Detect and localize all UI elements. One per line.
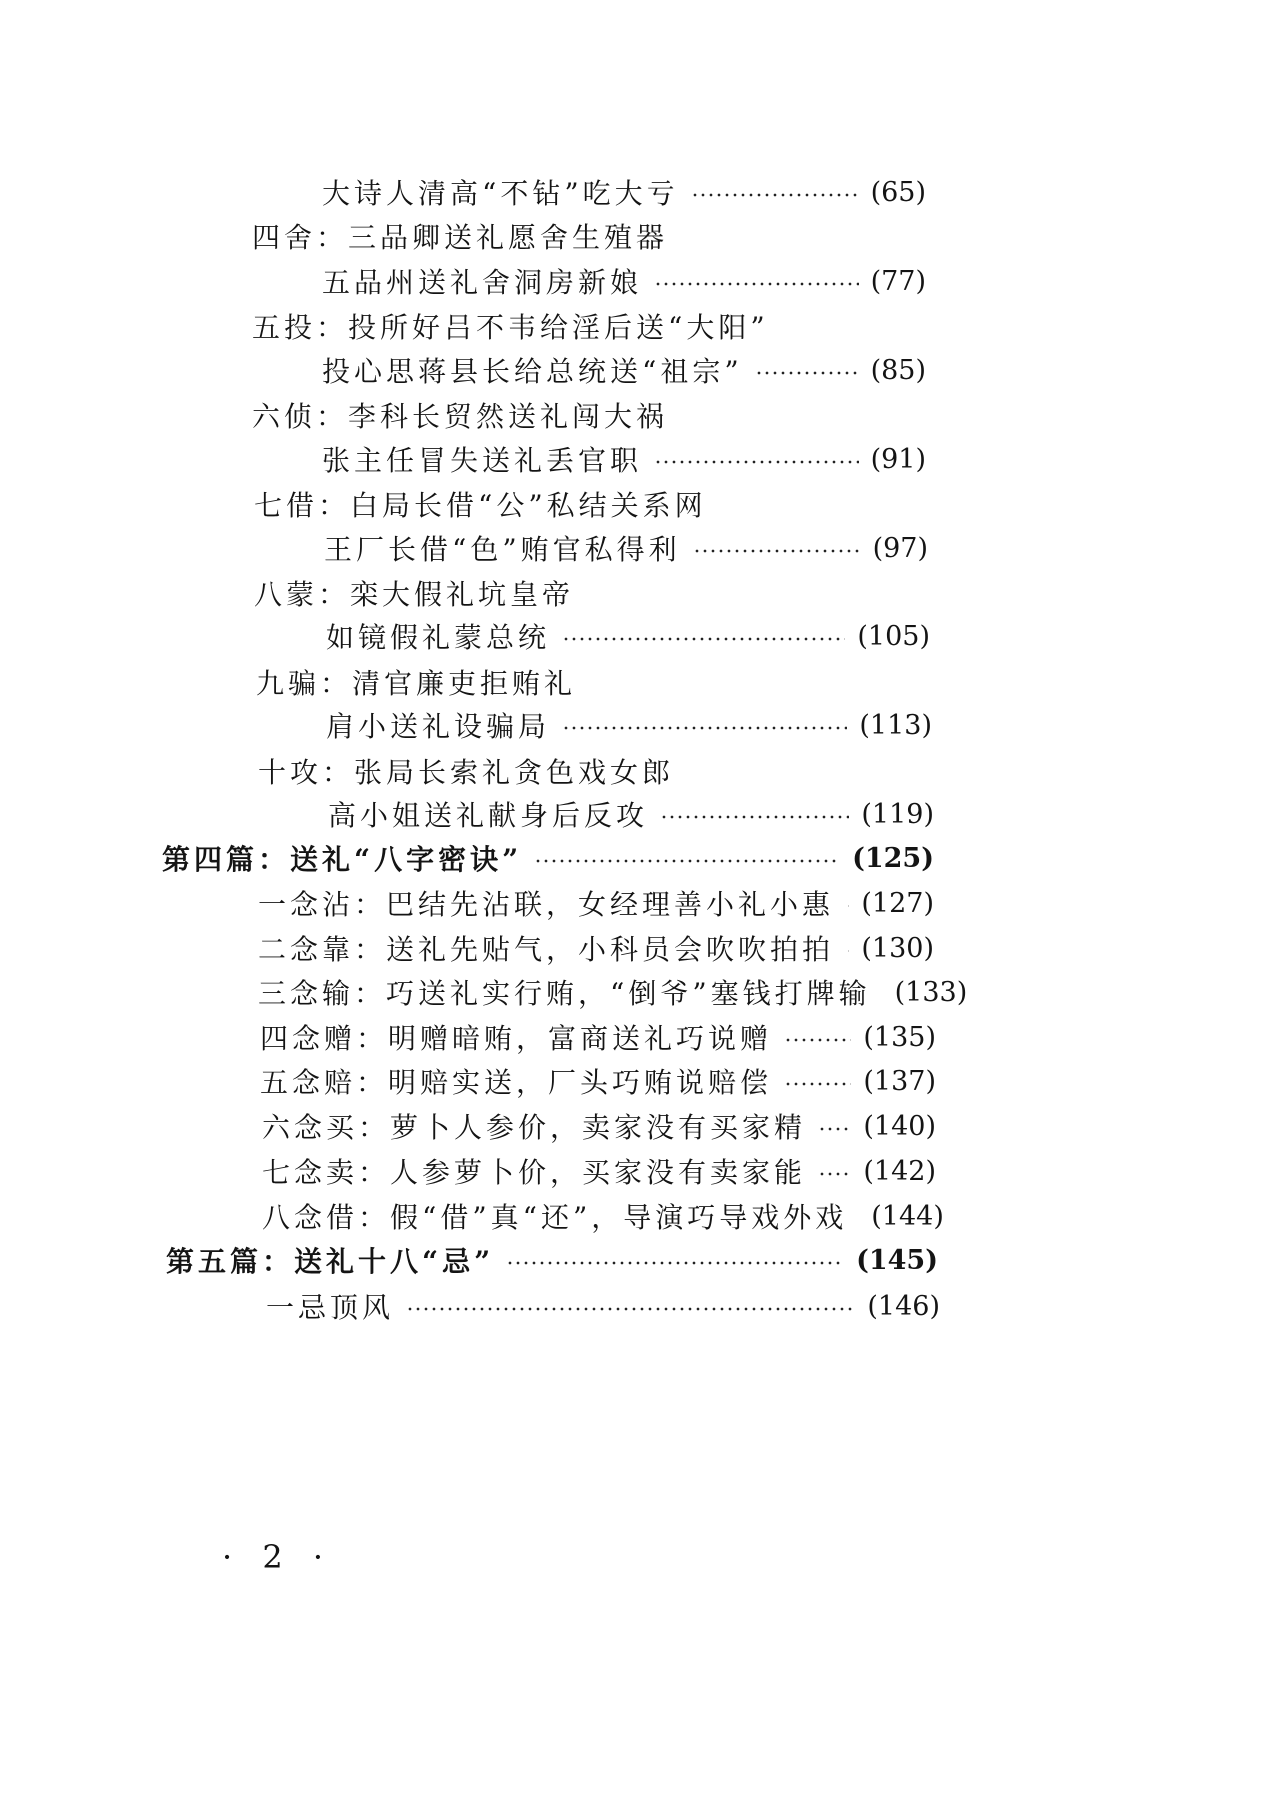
toc-entry-title: 大诗人清高“不钻”吃大亏 [322,177,679,210]
toc-entry-page: (146) [867,1290,940,1322]
toc-entry-title: 第五篇：送礼十八“忌” [166,1245,495,1278]
toc-entry[interactable] [262,1149,936,1193]
toc-entry-page: (140) [863,1110,936,1142]
toc-entry-title: 十攻：张局长索礼贪色戏女郎 [258,756,675,789]
toc-entry-page: (127) [861,887,934,919]
toc-entry-title: 第四篇：送礼“八字密诀” [162,843,523,876]
toc-entry[interactable] [252,393,668,437]
toc-entry-title: 一念沾：巴结先沾联，女经理善小礼小惠 [258,888,835,921]
toc-entry[interactable] [260,1059,936,1103]
toc-entry[interactable] [326,703,932,747]
dot-leader [562,726,847,730]
toc-entry-page: (119) [861,798,934,830]
toc-entry-page: (137) [863,1065,936,1097]
toc-entry-title: 八念借：假“借”真“还”，导演巧导戏外戏 [262,1201,848,1234]
toc-part-heading[interactable] [166,1238,938,1282]
toc-entry-page: (145) [856,1244,938,1276]
page-number: · 2 · [222,1538,334,1576]
toc-entry-title: 七借：白局长借“公”私结关系网 [254,489,707,522]
toc-entry[interactable] [252,214,668,258]
toc-entry-title: 六侦：李科长贸然送礼闯大祸 [252,400,669,433]
toc-entry-title: 肩小送礼设骗局 [326,710,551,743]
dot-leader [818,1127,851,1131]
dot-leader [562,637,845,641]
toc-entry-title: 六念买：萝卜人参价，卖家没有买家精 [262,1111,807,1144]
dot-leader [818,1172,851,1176]
toc-entry-page: (135) [863,1021,936,1053]
toc-entry-title: 如镜假礼蒙总统 [326,621,551,654]
toc-entry-page: (113) [859,709,932,741]
toc-entry[interactable] [258,749,674,793]
dot-leader [846,949,849,953]
toc-entry-title: 四念赠：明赠暗贿，富商送礼巧说赠 [260,1022,773,1055]
toc-entry[interactable] [262,1194,944,1238]
toc-entry-title: 八蒙：栾大假礼坑皇帝 [254,578,575,611]
toc-entry-title: 五品州送礼舍洞房新娘 [322,266,643,299]
toc-part-heading[interactable] [162,836,934,880]
toc-entry[interactable] [266,1284,940,1328]
dot-leader [691,193,859,197]
toc-entry[interactable] [252,304,769,348]
toc-entry[interactable] [256,660,576,704]
dot-leader [506,1261,844,1265]
dot-leader [846,904,849,908]
toc-entry-title: 五念赔：明赔实送，厂头巧贿说赔偿 [260,1066,773,1099]
toc-entry-page: (125) [852,842,934,874]
toc-entry[interactable] [262,1104,936,1148]
toc-entry[interactable] [254,571,574,615]
toc-entry-title: 一忌顶风 [266,1291,395,1324]
toc-entry[interactable] [326,614,930,658]
toc-entry-title: 五投：投所好吕不韦给淫后送“大阳” [252,311,769,344]
toc-entry-title: 四舍：三品卿送礼愿舍生殖器 [252,221,669,254]
toc-entry-page: (142) [863,1155,936,1187]
dot-leader [693,549,861,553]
toc-entry[interactable] [322,437,926,481]
dot-leader [534,859,840,863]
dot-leader [406,1307,855,1311]
toc-entry-title: 九骗：清官廉吏拒贿礼 [256,667,577,700]
toc-entry-title: 王厂长借“色”贿官私得利 [324,533,681,566]
toc-entry[interactable] [322,259,926,303]
dot-leader [755,371,859,375]
toc-entry-page: (133) [894,976,968,1008]
toc-entry[interactable] [324,526,928,570]
toc-entry-page: (105) [857,620,930,652]
toc-entry-page: (77) [870,265,926,297]
dot-leader [654,282,859,286]
toc-entry[interactable] [258,970,968,1014]
toc-entry-title: 三念输：巧送礼实行贿，“倒爷”塞钱打牌输 [258,977,871,1010]
dot-leader [660,815,849,819]
toc-entry-page: (91) [870,443,926,475]
toc-entry-title: 张主任冒失送礼丢官职 [322,444,643,477]
toc-entry-title: 二念靠：送礼先贴气，小科员会吹吹拍拍 [258,933,835,966]
toc-entry-title: 投心思蒋县长给总统送“祖宗” [322,355,743,388]
toc-entry-page: (130) [861,932,934,964]
toc-entry[interactable] [254,482,707,526]
dot-leader [784,1082,851,1086]
toc-entry-page: (85) [870,354,926,386]
toc-entry[interactable] [328,792,934,836]
toc-entry[interactable] [258,881,934,925]
toc-entry[interactable] [322,348,926,392]
toc-entry-page: (65) [870,176,926,208]
toc-entry[interactable] [322,170,926,214]
toc-entry[interactable] [260,1015,936,1059]
toc-entry-page: (144) [871,1200,944,1232]
toc-entry[interactable] [258,926,934,970]
dot-leader [654,460,859,464]
toc-entry-title: 七念卖：人参萝卜价，买家没有卖家能 [262,1156,807,1189]
dot-leader [784,1038,851,1042]
toc-entry-page: (97) [872,532,928,564]
toc-entry-title: 高小姐送礼献身后反攻 [328,799,649,832]
